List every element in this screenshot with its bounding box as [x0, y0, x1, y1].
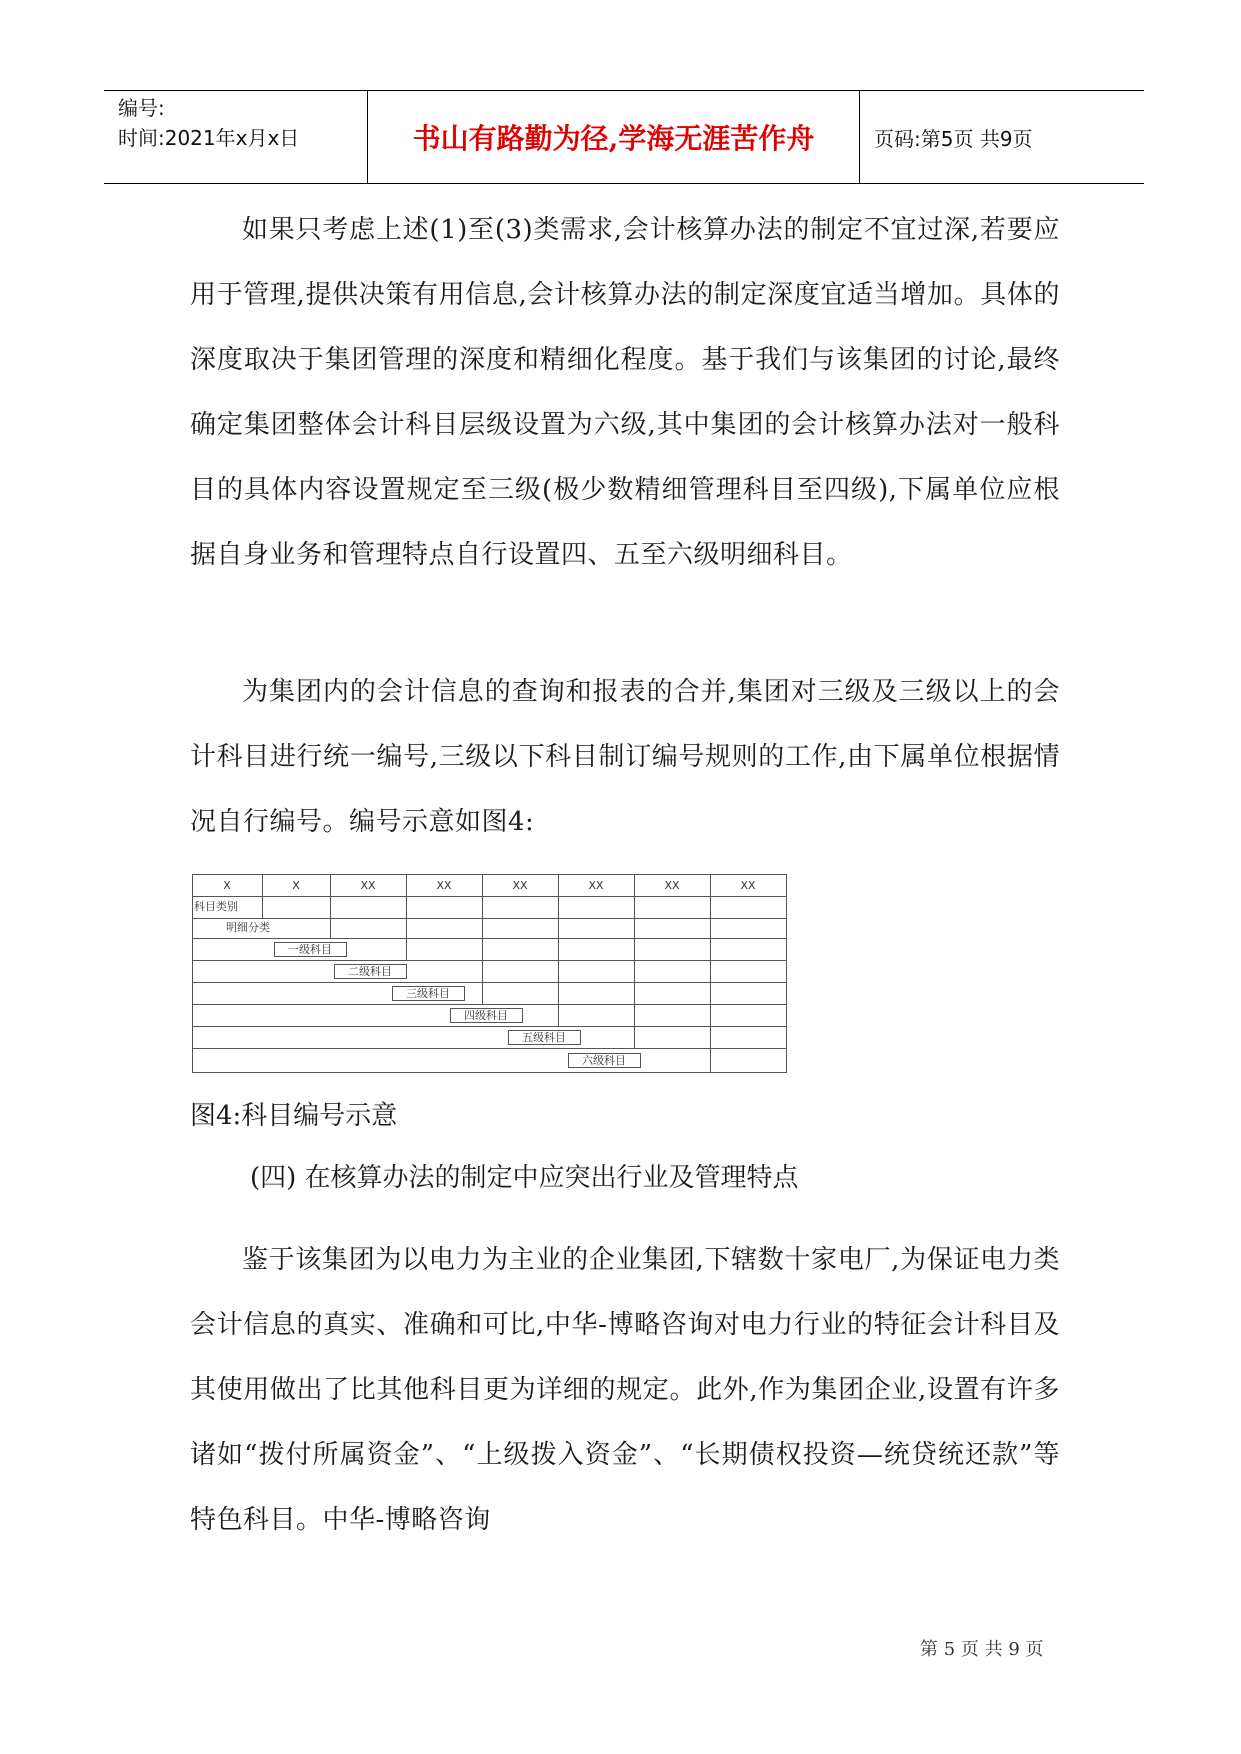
account-code-figure — [192, 874, 788, 1084]
figure-label-level-1: 一级科目 — [288, 943, 332, 956]
figure-header-5: XX — [512, 879, 528, 892]
figure-label-level-4: 四级科目 — [464, 1009, 508, 1022]
account-code-diagram — [192, 874, 788, 1084]
header-meta — [118, 93, 358, 153]
figure-header-7: XX — [664, 879, 680, 892]
page-header — [104, 90, 1144, 184]
section-subheading: (四) 在核算办法的制定中应突出行业及管理特点 — [250, 1163, 799, 1193]
figure-caption: 图4:科目编号示意 — [190, 1101, 398, 1131]
body-paragraph-2: 为集团内的会计信息的查询和报表的合并,集团对三级及三级以上的会计科目进行统一编号,三级以下科目制订编号规则的工作,由下属单位根据情况自行编号。编号示意如图4: — [190, 677, 1060, 837]
figure-label-detail: 明细分类 — [226, 921, 270, 934]
figure-label-category: 科目类别 — [194, 900, 238, 913]
figure-header-3: XX — [360, 879, 376, 892]
page-footer: 第 5 页 共 9 页 — [920, 1639, 1044, 1660]
header-motto: 书山有路勤为径,学海无涯苦作舟 — [412, 122, 815, 155]
header-page-label: 页码:第5页 共9页 — [874, 126, 1033, 151]
header-number-label: 编号: — [118, 96, 165, 120]
figure-header-8: XX — [740, 879, 756, 892]
figure-header-2: X — [292, 879, 300, 892]
body-paragraph-1: 如果只考虑上述(1)至(3)类需求,会计核算办法的制定不宜过深,若要应用于管理,提供决策有用信息,会计核算办法的制定深度宜适当增加。具体的深度取决于集团管理的深度和精细化程度。基于我们与该集团的讨论,最终确定集团整体会计科目层级设置为六级,其中集团的会计核算办法对一般科目的具体内容设置规定至三级(极少数精细管理科目至四级),下属单位应根据自身业务和管理特点自行设置四、五至六级明细科目。 — [190, 215, 1060, 570]
figure-label-level-2: 二级科目 — [348, 965, 392, 978]
figure-label-level-3: 三级科目 — [406, 987, 450, 1000]
figure-header-6: XX — [588, 879, 604, 892]
figure-header-4: XX — [436, 879, 452, 892]
figure-header-1: X — [223, 879, 231, 892]
header-divider — [859, 91, 860, 183]
figure-label-level-6: 六级科目 — [582, 1054, 626, 1067]
body-paragraph-3: 鉴于该集团为以电力为主业的企业集团,下辖数十家电厂,为保证电力类会计信息的真实、准确和可比,中华-博略咨询对电力行业的特征会计科目及其使用做出了比其他科目更为详细的规定。此外,作为集团企业,设置有许多诸如“拨付所属资金”、“上级拨入资金”、“长期债权投资—统贷统还款”等特色科目。中华-博略咨询 — [190, 1245, 1060, 1535]
figure-frame — [193, 875, 787, 1073]
figure-label-level-5: 五级科目 — [522, 1031, 566, 1044]
header-time-label: 时间:2021年x月x日 — [118, 126, 300, 150]
